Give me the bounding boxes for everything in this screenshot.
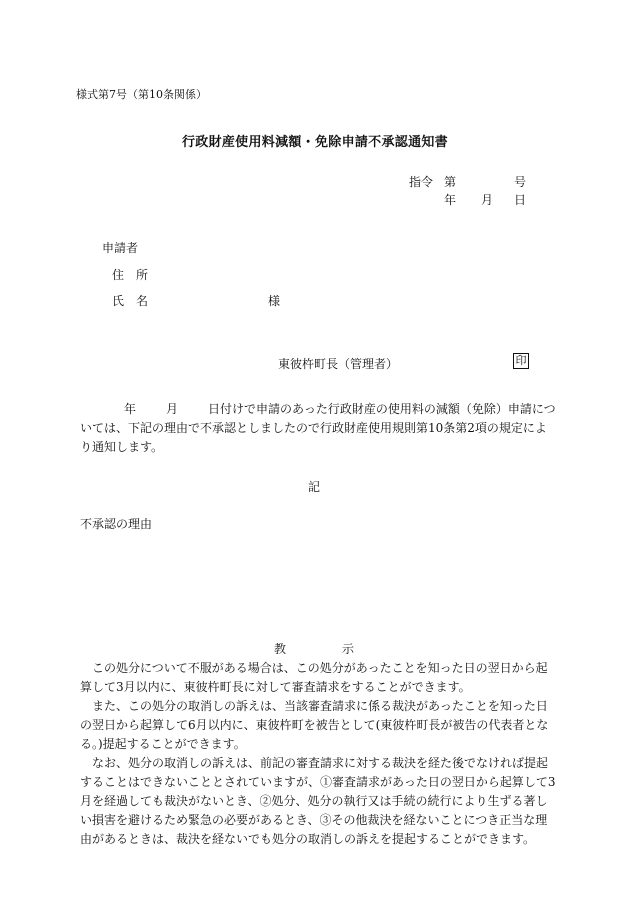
- issue-day: 日: [514, 193, 527, 207]
- notice-heading-right: 示: [341, 642, 354, 656]
- notice-heading-left: 教: [274, 642, 287, 656]
- issue-year: 年: [444, 193, 457, 207]
- notice-paragraph: この処分について不服がある場合は、この処分があったことを知った日の翌日から起算して3月以内に、東彼杵町長に対して審査請求をすることができます。: [80, 661, 548, 694]
- notice-heading: [274, 640, 354, 657]
- body-paragraph: [80, 400, 558, 457]
- document-title: 行政財産使用料減額・免除申請不承認通知書: [181, 135, 448, 150]
- issuer-name: 東彼杵町長（管理者）: [278, 357, 399, 371]
- reference-label: 指令: [409, 175, 434, 189]
- reason-label: 不承認の理由: [80, 517, 153, 531]
- notice-body: [80, 659, 558, 849]
- applicant-label: 申請者: [102, 241, 139, 255]
- address-label: 住 所: [112, 268, 149, 282]
- body-text: 日付けで申請のあった行政財産の使用料の減額（免除）申請については、下記の理由で不承認としましたので行政財産使用規則第10条第2項の規定により通知します。: [80, 402, 556, 454]
- seal-stamp: 印: [513, 353, 529, 369]
- form-number: 様式第7号（第10条関係）: [76, 88, 207, 101]
- body-date-month: 月: [166, 402, 179, 416]
- name-honorific: 様: [268, 294, 281, 308]
- name-label: 氏 名: [112, 294, 149, 308]
- issue-month: 月: [481, 193, 494, 207]
- notice-paragraph: なお、処分の取消しの訴えは、前記の審査請求に対する裁決を経た後でなければ提起することはできないこととされていますが、①審査請求があった日の翌日から起算して3月を経過しても裁決がないとき、②処分、処分の執行又は手続の続行により生ずる著しい損害を避けるため緊急の必要があるとき、③その他裁決を経ないことにつき正当な理由があるときは、裁決を経ないでも処分の取消しの訴えを提起することができます。: [80, 756, 556, 846]
- reference-prefix: 第: [444, 175, 457, 189]
- reference-suffix: 号: [514, 175, 527, 189]
- notice-paragraph: また、この処分の取消しの訴えは、当該審査請求に係る裁決があったことを知った日の翌日から起算して6月以内に、東彼杵町を被告として(東彼杵町長が被告の代表者となる。)提起することができます。: [80, 699, 549, 751]
- ki-heading: 記: [308, 480, 321, 494]
- body-date-year: 年: [124, 402, 137, 416]
